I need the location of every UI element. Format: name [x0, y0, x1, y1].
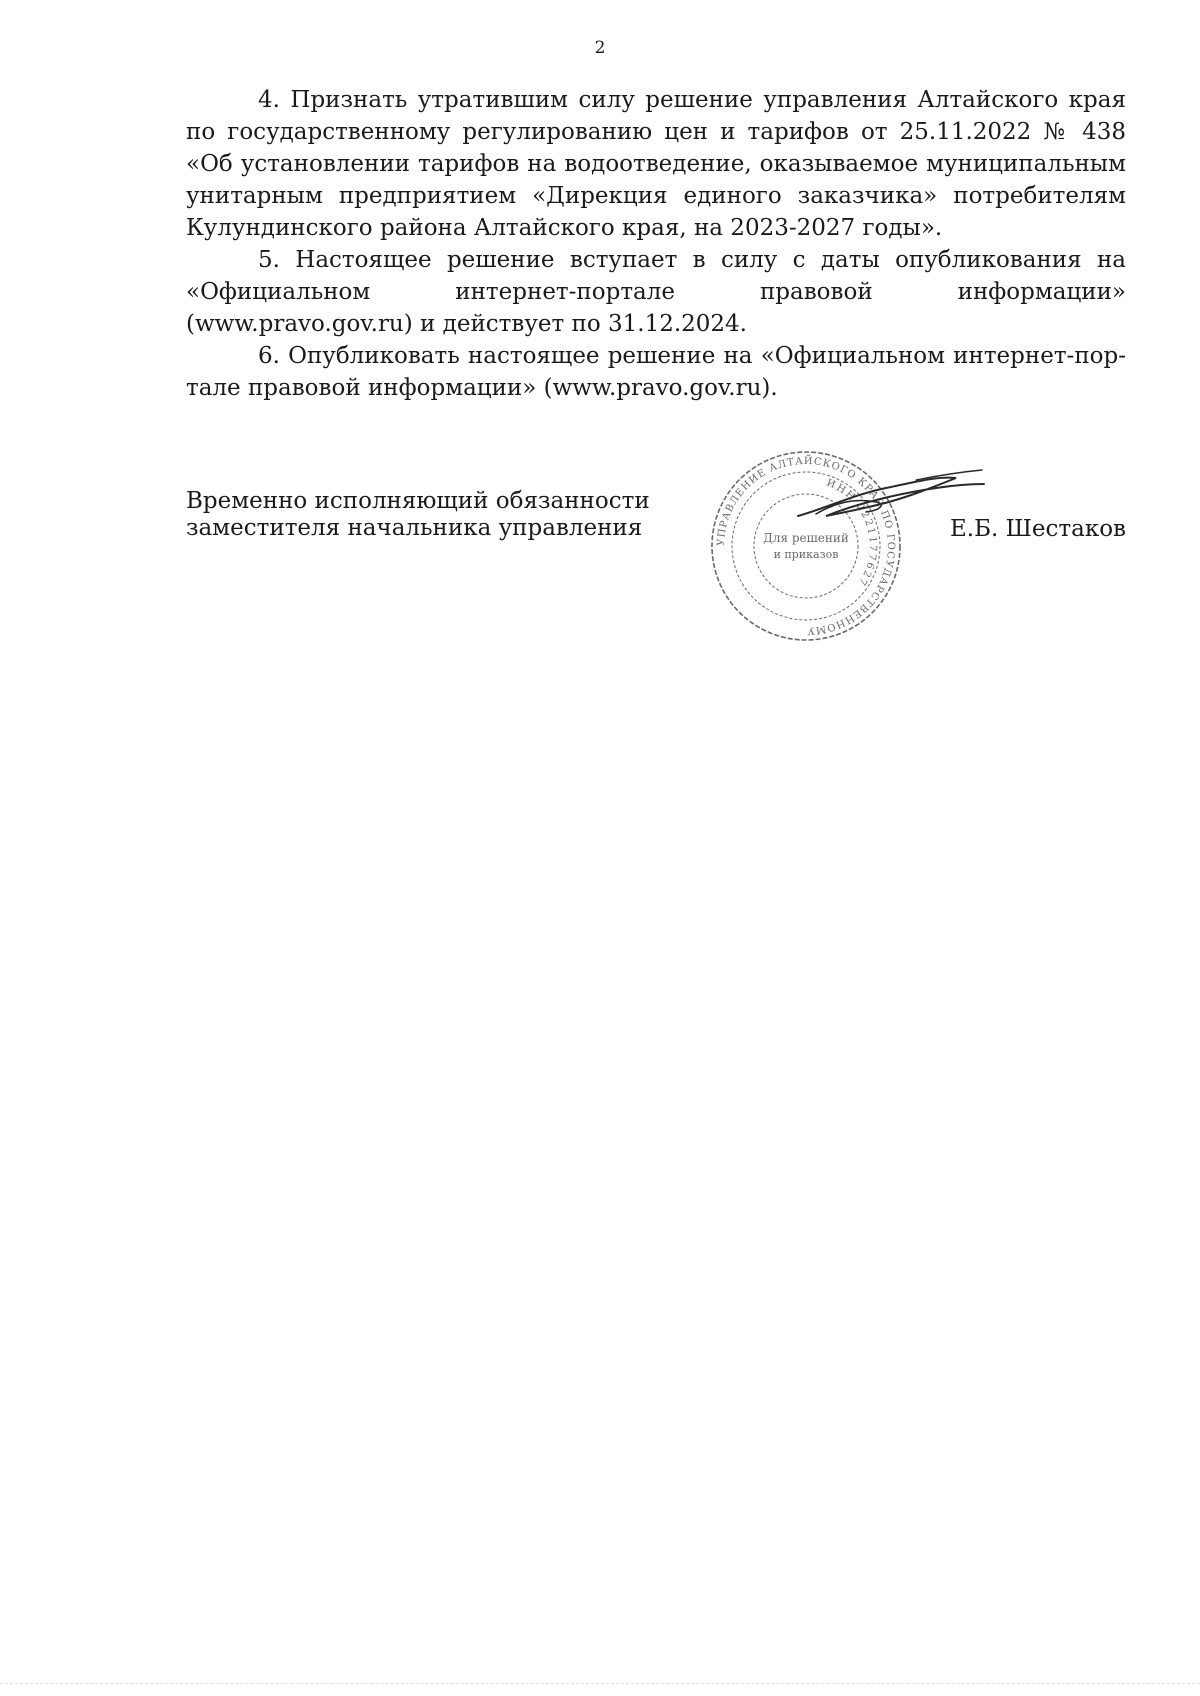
scan-edge-divider	[0, 1683, 1200, 1686]
signatory-position	[186, 488, 650, 542]
page-number: 2	[594, 38, 606, 58]
stamp-center-line-2: и приказов	[773, 548, 839, 561]
document-body	[186, 84, 1126, 404]
paragraph-5: 5. Настоящее решение вступает в силу с даты опубликования на «Официальном интернет-портале правовой информации» (www.pravo.gov.ru) и действует по 31.12.2024.	[186, 247, 1126, 337]
paragraph-6: 6. Опубликовать настоящее решение на «Официальном интернет-портале правовой информации» (www.pravo.gov.ru).	[186, 343, 1126, 401]
stamp-outer-text: УПРАВЛЕНИЕ АЛТАЙСКОГО КРАЯ ПО ГОСУДАРСТВЕННОМУ	[715, 455, 897, 637]
stamp-inn-text: ИНН 2221177627	[824, 477, 879, 589]
signatory-position-line-2: заместителя начальника управления	[186, 515, 643, 541]
paragraph-4: 4. Признать утратившим силу решение управления Алтайского края по государственному регулированию цен и тарифов от 25.11.2022 № 438 «Об установлении тарифов на водоотведение, оказываемое муниципальным унитарным предприятием «Дирекция единого заказчика» потребителям Кулундинского района Алтайского края, на 2023-2027 годы».	[186, 87, 1126, 241]
signatory-position-line-1: Временно исполняющий обязанности	[186, 488, 650, 514]
signature-block	[186, 455, 1126, 688]
stamp-center-line-1: Для решений	[763, 531, 849, 545]
signatory-name: Е.Б. Шестаков	[950, 516, 1126, 542]
